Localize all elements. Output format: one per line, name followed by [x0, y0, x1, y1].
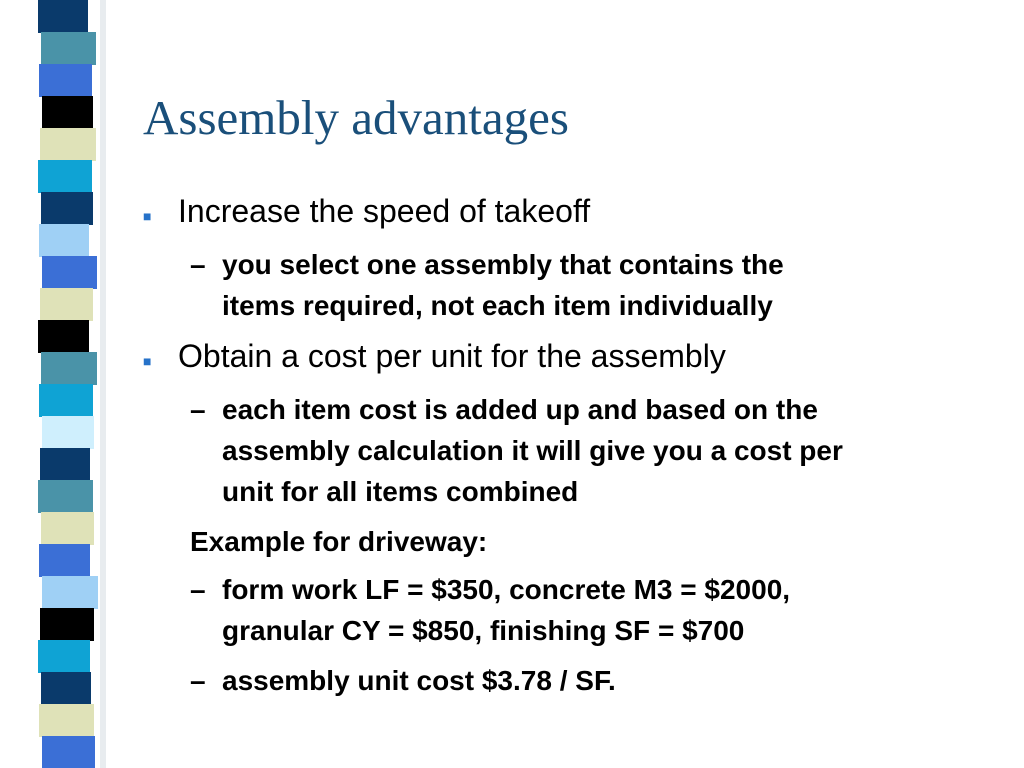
dash-icon: – — [190, 574, 206, 605]
example-line: granular CY = $850, finishing SF = $700 — [222, 615, 745, 646]
stripe-band — [38, 160, 92, 193]
example-unit-cost: assembly unit cost $3.78 / SF. — [222, 665, 616, 696]
stripe-band — [40, 288, 93, 321]
example-line: form work LF = $350, concrete M3 = $2000, — [222, 574, 791, 605]
stripe-band — [38, 320, 89, 353]
bullet-text-cost-per-unit: Obtain a cost per unit for the assembly — [178, 338, 726, 374]
example-costs — [222, 569, 790, 651]
stripe-band — [39, 704, 94, 737]
bullet-square-icon: ■ — [143, 353, 152, 369]
stripe-band — [41, 192, 93, 225]
dash-icon: – — [190, 249, 206, 280]
stripe-band — [41, 512, 94, 545]
stripe-band — [39, 224, 89, 257]
stripe-band — [40, 128, 96, 161]
decorative-stripe-column — [0, 0, 120, 768]
dash-icon: – — [190, 394, 206, 425]
bullet-square-icon: ■ — [143, 208, 152, 224]
stripe-band — [38, 640, 90, 673]
stripe-band — [41, 32, 96, 65]
subbullet-line: items required, not each item individually — [222, 290, 773, 321]
subbullet-select-assembly — [222, 244, 784, 326]
stripe-band — [42, 96, 93, 129]
subbullet-line: unit for all items combined — [222, 476, 579, 507]
stripe-band — [38, 480, 93, 513]
slide-title: Assembly advantages — [143, 90, 569, 145]
stripe-band — [39, 384, 93, 417]
stripe-band — [41, 352, 97, 385]
stripe-band — [40, 448, 90, 481]
stripe-band — [41, 672, 91, 705]
stripe-band — [40, 608, 94, 641]
subbullet-line: you select one assembly that contains the — [222, 249, 784, 280]
stripe-band — [39, 544, 90, 577]
stripe-band — [42, 576, 98, 609]
example-label: Example for driveway: — [190, 526, 488, 557]
dash-icon: – — [190, 665, 206, 696]
subbullet-item-cost — [222, 389, 843, 512]
subbullet-line: assembly calculation it will give you a cost per — [222, 435, 843, 466]
stripe-band — [39, 64, 92, 97]
stripe-band — [42, 416, 94, 449]
stripe-band — [42, 736, 95, 768]
subbullet-line: each item cost is added up and based on the — [222, 394, 818, 425]
stripe-band — [38, 0, 88, 33]
stripe-band — [42, 256, 97, 289]
bullet-text-speed: Increase the speed of takeoff — [178, 193, 591, 229]
